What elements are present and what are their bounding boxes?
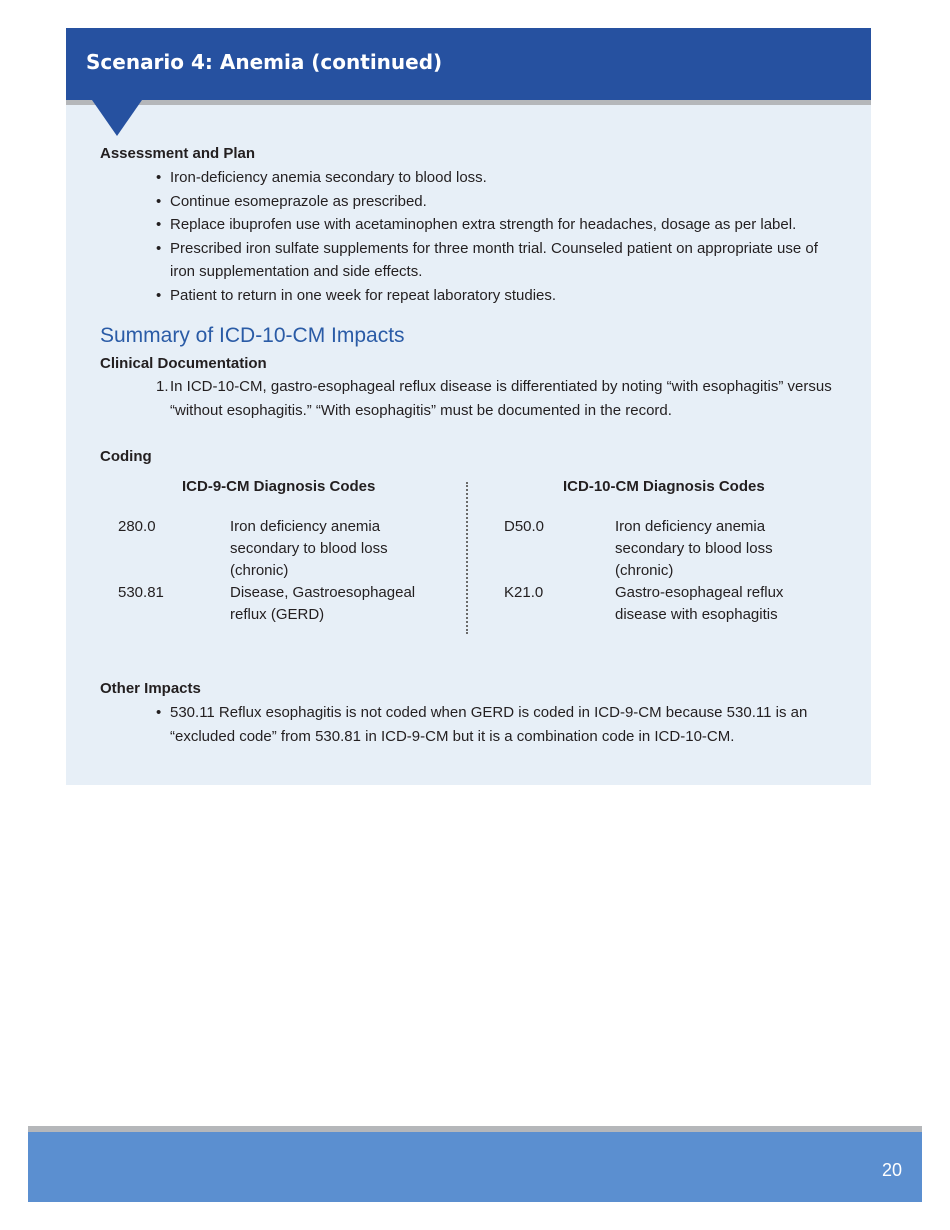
icd10-column-header: ICD-10-CM Diagnosis Codes: [563, 478, 765, 495]
assessment-list: [155, 166, 845, 307]
list-item: [155, 375, 835, 422]
icd9-code: 530.81: [118, 584, 164, 601]
icd10-description: Gastro-esophageal reflux disease with esophagitis: [615, 584, 784, 623]
other-impacts-heading: Other Impacts: [100, 680, 201, 697]
icd10-code: K21.0: [504, 584, 544, 601]
list-item: • Prescribed iron sulfate supplements for three month trial. Counseled patient on appropriate use of iron supplementation and side effects.: [155, 237, 845, 284]
footer-bar: [28, 1132, 922, 1202]
icd9-code: 280.0: [118, 518, 156, 535]
list-item: • Patient to return in one week for repeat laboratory studies.: [155, 284, 845, 308]
list-item-text: In ICD-10-CM, gastro-esophageal reflux disease is differentiated by noting “with esophagitis” versus “without esophagitis.” “With esophagitis” must be documented in the record.: [170, 378, 832, 419]
header-notch-decoration: [92, 100, 142, 136]
coding-heading: Coding: [100, 448, 152, 465]
icd9-description: Disease, Gastroesophageal reflux (GERD): [230, 584, 416, 623]
list-item: • Replace ibuprofen use with acetaminophen extra strength for headaches, dosage as per label.: [155, 213, 845, 237]
page-number: 20: [881, 1160, 902, 1180]
icd9-column-header: ICD-9-CM Diagnosis Codes: [182, 478, 376, 495]
summary-title: Summary of ICD-10-CM Impacts: [100, 324, 405, 347]
other-impacts-list: [155, 701, 815, 748]
header-bar: [66, 28, 871, 100]
list-item: • 530.11 Reflux esophagitis is not coded when GERD is coded in ICD-9-CM because 530.11 is an “excluded code” from 530.81 in ICD-9-CM but it is a combination code in ICD-10-CM.: [155, 701, 815, 748]
column-divider: [466, 482, 468, 634]
list-item: • Iron-deficiency anemia secondary to blood loss.: [155, 166, 845, 190]
icd10-description: Iron deficiency anemia secondary to blood loss (chronic): [615, 518, 773, 579]
clinical-documentation-heading: Clinical Documentation: [100, 355, 267, 372]
clinical-documentation-list: [155, 375, 835, 422]
icd9-description: Iron deficiency anemia secondary to blood loss (chronic): [230, 518, 388, 579]
list-number: 1.: [156, 378, 169, 395]
assessment-heading: Assessment and Plan: [100, 145, 256, 162]
icd10-code: D50.0: [504, 518, 545, 535]
list-item: • Continue esomeprazole as prescribed.: [155, 190, 845, 214]
page-title: Scenario 4: Anemia (continued): [86, 50, 443, 74]
